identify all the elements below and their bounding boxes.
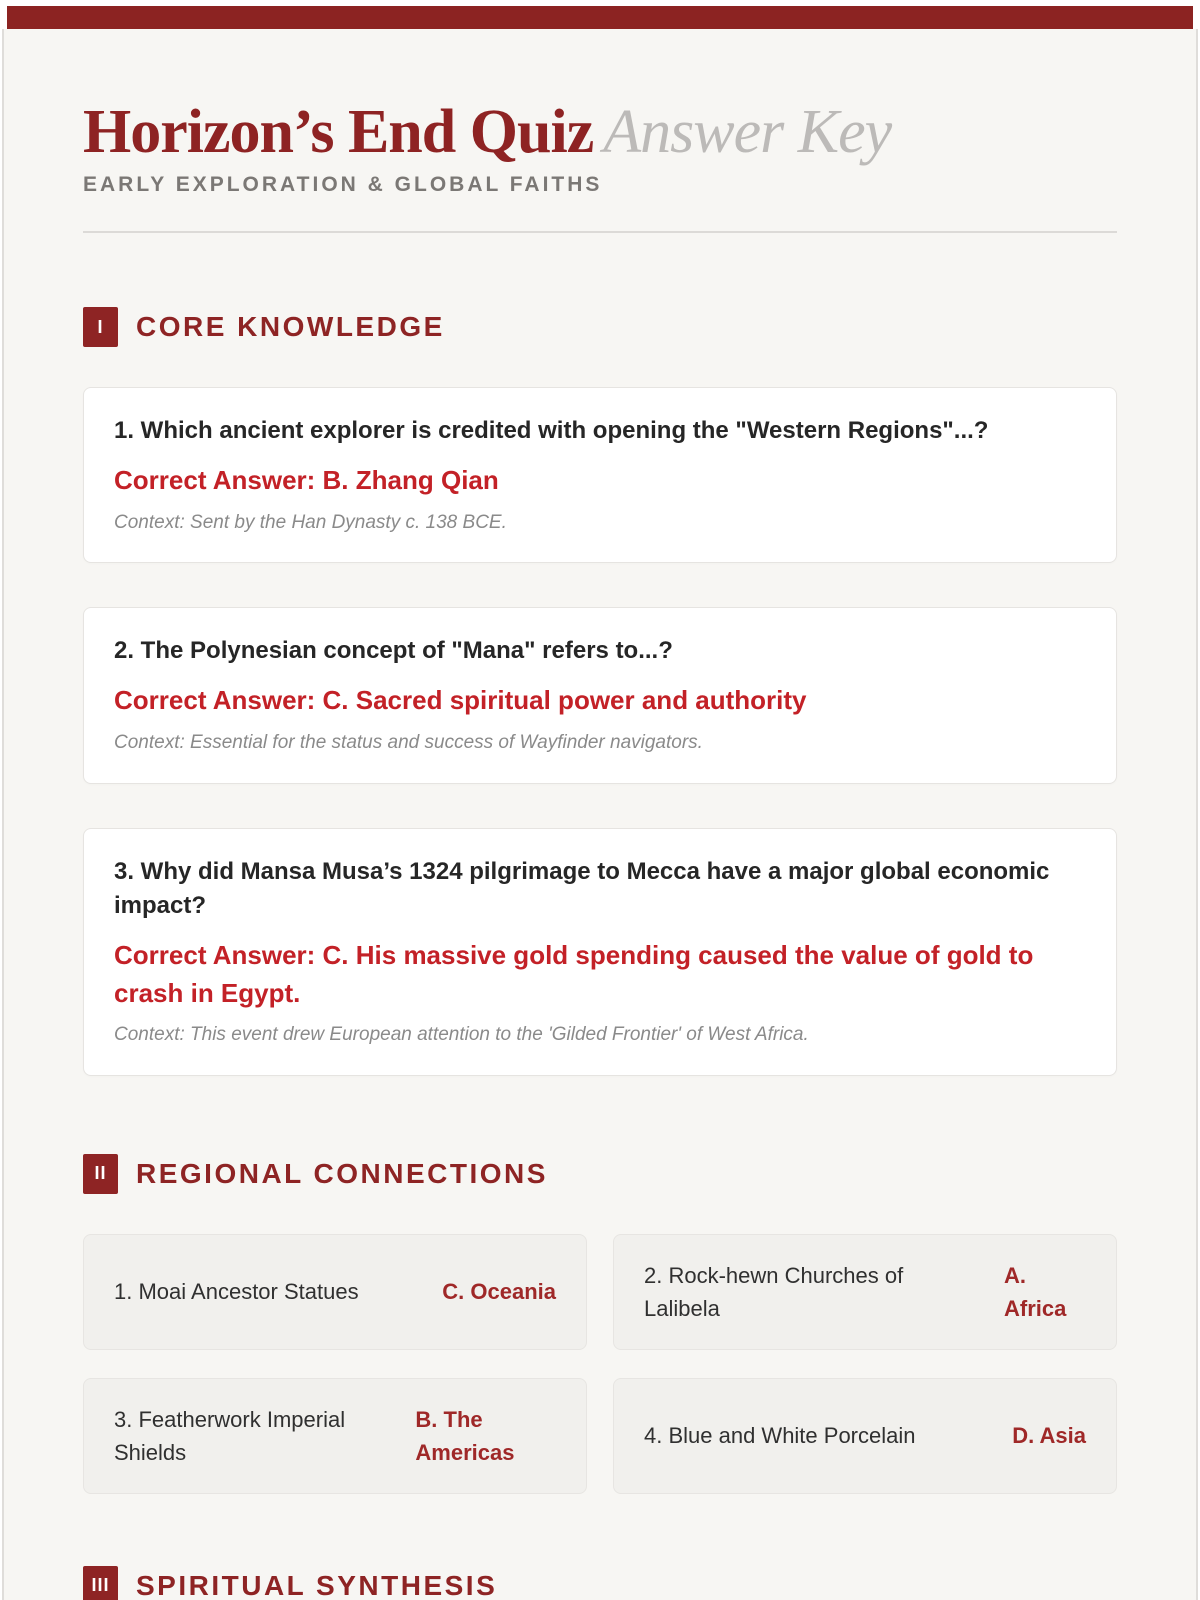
- section-numeral-badge: III: [83, 1566, 118, 1600]
- section-title: REGIONAL CONNECTIONS: [136, 1157, 548, 1189]
- context-text: Context: Sent by the Han Dynasty c. 138 BCE.: [114, 511, 507, 533]
- match-answer-text: D. Asia: [1012, 1423, 1086, 1449]
- match-card-4: [613, 1378, 1117, 1494]
- question-text: 1. Which ancient explorer is credited with opening the "Western Regions"...?: [114, 417, 989, 444]
- page-title-suffix: Answer Key: [603, 98, 892, 166]
- question-card-1: [83, 387, 1117, 563]
- page-title-main: Horizon’s End Quiz: [83, 98, 594, 166]
- correct-answer-text: Correct Answer: C. Sacred spiritual power and authority: [114, 685, 807, 716]
- page-panel: [2, 29, 1198, 1600]
- context-text: Context: This event drew European attention to the 'Gilded Frontier' of West Africa.: [114, 1024, 809, 1046]
- question-text: 2. The Polynesian concept of "Mana" refers to...?: [114, 637, 673, 665]
- header-divider: [83, 231, 1117, 233]
- section-title: SPIRITUAL SYNTHESIS: [136, 1569, 498, 1600]
- page-header: [83, 29, 1117, 233]
- section-header-core-knowledge: [83, 307, 1117, 347]
- match-card-1: [83, 1234, 587, 1350]
- match-card-2: [613, 1234, 1117, 1350]
- question-text: 3. Why did Mansa Musa’s 1324 pilgrimage to Mecca have a major global economic impact?: [114, 857, 1050, 919]
- match-item-text: 2. Rock-hewn Churches of Lalibela: [644, 1262, 904, 1321]
- match-answer-text: B. The Americas: [415, 1406, 515, 1465]
- match-answer-text: C. Oceania: [442, 1279, 556, 1305]
- match-item-text: 1. Moai Ancestor Statues: [114, 1279, 359, 1305]
- section-title: CORE KNOWLEDGE: [136, 311, 445, 342]
- match-answer-text: A. Africa: [1004, 1262, 1067, 1321]
- match-card-3: [83, 1378, 587, 1494]
- page-title: [83, 98, 1117, 166]
- section-header-spiritual-synthesis: [83, 1566, 1117, 1600]
- context-text: Context: Essential for the status and success of Wayfinder navigators.: [114, 732, 703, 754]
- top-accent-bar: [7, 6, 1193, 29]
- question-card-2: [83, 607, 1117, 783]
- section-header-regional-connections: [83, 1154, 1117, 1194]
- match-item-text: 3. Featherwork Imperial Shields: [114, 1406, 346, 1465]
- match-item-text: 4. Blue and White Porcelain: [644, 1423, 916, 1449]
- section-numeral-badge: I: [83, 307, 118, 347]
- correct-answer-text: Correct Answer: C. His massive gold spending caused the value of gold to crash in Egypt.: [114, 939, 1034, 1008]
- page-subtitle: EARLY EXPLORATION & GLOBAL FAITHS: [83, 173, 603, 196]
- correct-answer-text: Correct Answer: B. Zhang Qian: [114, 465, 499, 496]
- question-card-3: [83, 828, 1117, 1076]
- section-numeral-badge: II: [83, 1154, 118, 1194]
- match-grid: [83, 1234, 1117, 1494]
